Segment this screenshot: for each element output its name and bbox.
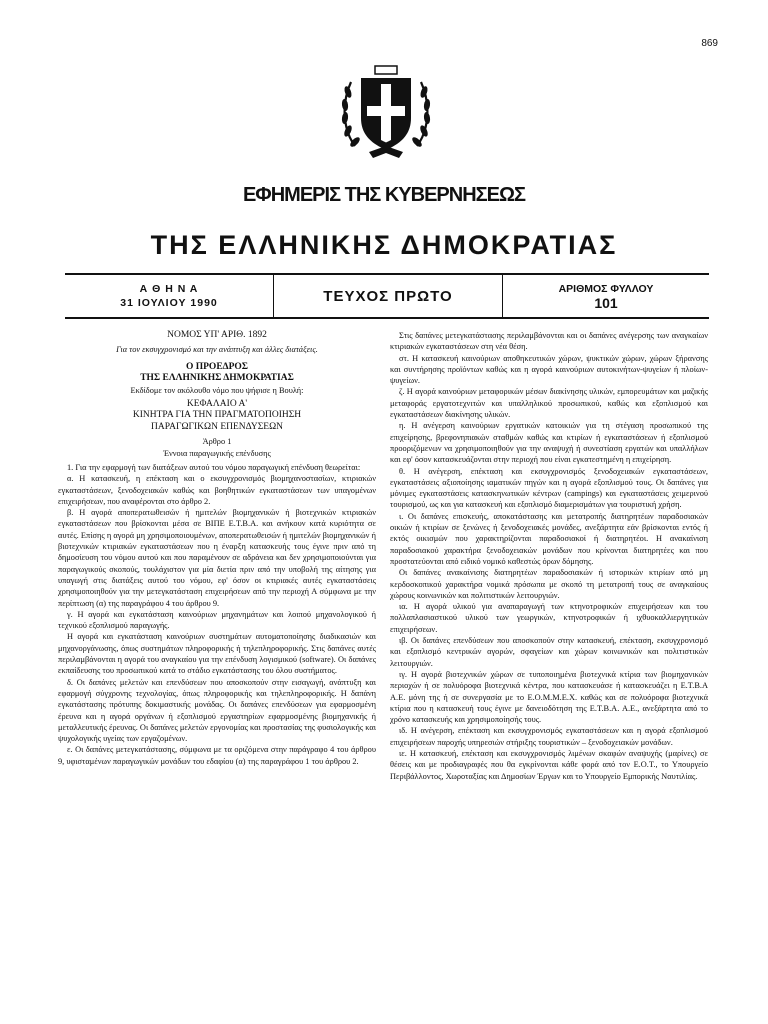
place-date-cell <box>65 275 274 317</box>
paragraph: ιγ. Η αγορά βιοτεχνικών χώρων σε τυποποιημένα βιοτεχνικά κτίρια των βιομηχανικών περιοχών ή σε πολυόροφα βιοτεχνικά κέντρα, που κατασκευάσε ή κατασκευάζει η Ε.Τ.Β.Α Α.Ε. μόνη της ή σε συνεργασία με το Ε.Ο.Μ.Μ.Ε.Χ. καθώς και σε πολυόροφα βιοτεχνικά κτίρια που η κατασκευή τους έγινε με δανειοδότηση της Ε.Τ.Β.Α. Α.Ε., ανεξάρτητα από το χρόνο κατασκευής και χρησιμοποίησής τους. <box>390 669 708 725</box>
issue-cell <box>274 275 503 317</box>
paragraph: Η αγορά και εγκατάσταση καινούριων συστημάτων αυτοματοποίησης διαδικασιών και μηχανοργάνωσης, όπως συστημάτων πληροφορικής ή τηλεπληροφορικής. Στις δαπάνες αυτές περιλαμβάνονται η αγορά του αναγκαίου για την επένδυση λογισμικού (software). Οι δαπάνες εκπαίδευσης του προσωπικού κατά το στάδιο εγκατάστασης του όλου συστήματος. <box>58 632 376 676</box>
paragraph: η. Η ανέγερση καινούριων εργατικών κατοικιών για τη στέγαση προσωπικού της επιχείρησης, βρεφονηπιακών σταθμών καθώς και κτιρίων ή εγκαταστάσεων ή εξοπλισμού προοριζόμενων να χρησιμοποιηθούν για την αναψυχή ή συνεστίαση εργατών και υπαλλήλων και εφ' όσον κατασκευάζονται στην περιοχή που είναι εγκατεστημένη η επιχείρηση. <box>390 421 708 465</box>
page-number: 869 <box>701 38 718 49</box>
greek-coat-of-arms-icon <box>339 60 433 164</box>
chapter-heading: ΚΕΦΑΛΑΙΟ Α' <box>186 398 248 409</box>
paragraph: ιβ. Οι δαπάνες επενδύσεων που αποσκοπούν στην κατασκευή, επέκταση, εκσυγχρονισμό και εξοπλισμό κεντρικών αγορών, σφαγείων και χώρων κοινωνικών και πολιτιστικών λειτουργιών. <box>390 636 708 668</box>
paragraph: α. Η κατασκευή, η επέκταση και ο εκσυγχρονισμός βιομηχανοστασίων, κτιριακών εγκαταστάσεων, ξενοδοχειακών καθώς και βοηθητικών εγκαταστάσεων των υπαγομένων επιχειρήσεων, που αναφέρονται στο άρθρο 2. <box>58 474 376 506</box>
issue-date: 31 ΙΟΥΛΙΟΥ 1990 <box>120 297 218 309</box>
issue-info-box <box>65 273 709 319</box>
paragraph: ιε. Η κατασκευή, επέκταση και εκσυγχρονισμός λιμένων σκαφών αναψυχής (μαρίνες) σε θέσεις και με προδιαγραφές που θα εγκρίνονται κάθε φορά από τον Ε.Ο.Τ., το Υπουργείο Περιβάλλοντος, Χωροταξίας και Δημοσίων Έργων και το Υπουργείο Εμπορικής Ναυτιλίας. <box>390 748 708 781</box>
paragraph: στ. Η κατασκευή καινούριων αποθηκευτικών χώρων, ψυκτικών χώρων, χώρων ξήρανσης και συντήρησης προϊόντων καθώς και η αγορά καινούριων αυτοκινήτων-ψυγείων ή πλοίων-ψυγείων. <box>390 353 708 386</box>
republic-heading: ΤΗΣ ΕΛΛΗΝΙΚΗΣ ΔΗΜΟΚΡΑΤΙΑΣ <box>140 373 294 384</box>
paragraph: Στις δαπάνες μετεγκατάστασης περιλαμβάνονται και οι δαπάνες ανέγερσης των αναγκαίων κτιριακών εγκαταστάσεων στη νέα θέση. <box>390 331 708 352</box>
article-title: Έννοια παραγωγικής επένδυσης <box>163 448 271 458</box>
paragraph: δ. Οι δαπάνες μελετών και επενδύσεων που αποσκοπούν στην εισαγωγή, ανάπτυξη και εφαρμογή σύγχρονης τεχνολογίας, όπως πληροφορικής και τηλεπληροφορικής. Η δαπάνη εγκατάστασης πρότυπης δοκιμαστικής μονάδας. Οι δαπάνες επενδύσεων για εφαρμοσμένη έρευνα και η αγορά οργάνων ή εξοπλισμού εργαστηρίων εφαρμοσμένης βιομηχανικής ή μεταλλευτικής έρευνας. Οι δαπάνες μελετών εργονομίας και προστασίας της φυσιολογικής και ψυχολογικής υγείας των εργαζομένων. <box>58 677 376 744</box>
city: Α Θ Η Ν Α <box>139 283 199 295</box>
paragraph: ι. Οι δαπάνες επισκευής, αποκατάστασης και μετατροπής διατηρητέων παραδοσιακών οικιών ή κτιρίων σε ξενώνες ή ξενοδοχειακές μονάδες, ανεξάρτητα εάν βρίσκονται εντός ή εκτός οικισμών που χαρακτηρίζονται παραδοσιακοί ή διατηρητέοι. Η ανακαίνιση παραδοσιακού χαρακτήρα ξενοδοχειακών μονάδων που κρίνονται διατηρητέες και που προστατεύονται από ειδικό νομικό καθεστώς όρων δόμησης. <box>390 511 708 566</box>
president-heading: Ο ΠΡΟΕΔΡΟΣ <box>185 361 249 372</box>
law-subtitle: Για τον εκσυγχρονισμό και την ανάπτυξη και άλλες διατάξεις. <box>116 345 318 355</box>
paragraph: ε. Οι δαπάνες μετεγκατάστασης, σύμφωνα με τα οριζόμενα στην παράγραφο 4 του άρθρου 9, υφισταμένων παραγωγικών μονάδων του εδαφίου (α) της παραγράφου 1 του άρθρου 2. <box>58 745 376 766</box>
promulgation-text: Εκδίδομε τον ακόλουθο νόμο που ψήφισε η Βουλή: <box>130 385 304 395</box>
paragraph: Οι δαπάνες ανακαίνισης διατηρητέων παραδοσιακών ή ιστορικών κτιρίων από μη κερδοσκοπικού χαρακτήρα νομικά πρόσωπα με σκοπό τη μετατροπή τους σε αναγκαίους χώρους κοινωνικών και πολιτιστικών λειτουργιών. <box>390 568 708 600</box>
sheet-number: 101 <box>594 295 618 311</box>
article-heading: Άρθρο 1 <box>202 437 232 447</box>
right-column <box>390 330 708 782</box>
paragraph: 1. Για την εφαρμογή των διατάξεων αυτού του νόμου παραγωγική επένδυση θεωρείται: <box>67 462 361 472</box>
paragraph: θ. Η ανέγερση, επέκταση και εκσυγχρονισμός ξενοδοχειακών εγκαταστάσεων, εγκαταστάσεις αξιοποίησης ιαματικών πηγών και η αγορά εξοπλισμού τους. Οι δαπάνες για μόνιμες εγκαταστάσεις κατασκηνωτικών κέντρων (campings) και εγκαταστάσεις χειμερινού τουρισμού, ως και για κατασκευή και εξοπλισμό διαμερισμάτων για τουριστική χρήση. <box>390 466 708 510</box>
issue-name: ΤΕΥΧΟΣ ΠΡΩΤΟ <box>323 287 453 305</box>
gazette-subtitle: ΤΗΣ ΕΛΛΗΝΙΚΗΣ ΔΗΜΟΚΡΑΤΙΑΣ <box>150 230 618 260</box>
paragraph: ια. Η αγορά υλικού για αναπαραγωγή των κτηνοτροφικών επιχειρήσεων και του πολλαπλασιαστικού υλικού των γεωργικών, κτηνοτροφικών ή ιχθυοκαλλιεργητικών επιχειρήσεων. <box>390 602 708 634</box>
law-number: ΝΟΜΟΣ ΥΠ' ΑΡΙΘ. 1892 <box>167 330 267 340</box>
left-column <box>58 330 376 767</box>
paragraph: γ. Η αγορά και εγκατάσταση καινούριων μηχανημάτων και λοιπού μηχανολογικού ή τεχνικού εξοπλισμού παραγωγής. <box>58 609 376 631</box>
paragraph: ιδ. Η ανέγερση, επέκταση και εκσυγχρονισμός εγκαταστάσεων και η αγορά εξοπλισμού επιχειρήσεων παροχής υπηρεσιών στήριξης τουριστικών – ξενοδοχειακών μονάδων. <box>390 726 708 747</box>
paragraph: ζ. Η αγορά καινούριων μεταφορικών μέσων διακίνησης υλικών, εμπορευμάτων και μαζικής μεταφοράς εργατοτεχνιτών και υπαλληλικού προσωπικού, καθώς και εξοπλισμού και εγκαταστάσεων διακίνησης υλικών. <box>390 387 708 420</box>
sheet-number-cell <box>503 275 709 317</box>
gazette-title: ΕΦΗΜΕΡΙΣ ΤΗΣ ΚΥΒΕΡΝΗΣΕΩΣ <box>242 184 526 206</box>
paragraph: β. Η αγορά αποπερατωθεισών ή ημιτελών βιομηχανικών ή βιοτεχνικών κτιριακών εγκαταστάσεων που βρίσκονται μέσα σε ΒΙΠΕ Ε.Τ.Β.Α. και ανήκουν κατά κυριότητα σε αυτές. Επίσης η αγορά μη χρησιμοποιουμένων, αποπερατωθεισών ή ημιτελών βιομηχανικών ή βιοτεχνικών κτιριακών εγκαταστάσεων που η έναρξη κατασκευής τους έγινε πριν από τη δημοσίευση του νόμου αυτού και που παραμένουν σε αδράνεια και δεν χρησιμοποιούνται για παραγωγικούς σκοπούς, τουλάχιστον για μία διετία πριν από την υποβολή της αίτησης για υπαγωγή στις διατάξεις αυτού του νόμου, εφ' όσον οι κτιριακές αυτές εγκαταστάσεις χρησιμοποιηθούν για την μετεγκατάσταση επιχειρήσεων από την περιοχή Α σύμφωνα με την περίπτωση (α) της παραγράφου 4 του άρθρου 9. <box>58 508 376 608</box>
chapter-title-line-1: ΚΙΝΗΤΡΑ ΓΙΑ ΤΗΝ ΠΡΑΓΜΑΤΟΠΟΙΗΣΗ <box>132 410 302 421</box>
sheet-label: ΑΡΙΘΜΟΣ ΦΥΛΛΟΥ <box>558 283 654 295</box>
chapter-title-line-2: ΠΑΡΑΓΩΓΙΚΩΝ ΕΠΕΝΔΥΣΕΩΝ <box>150 421 284 432</box>
